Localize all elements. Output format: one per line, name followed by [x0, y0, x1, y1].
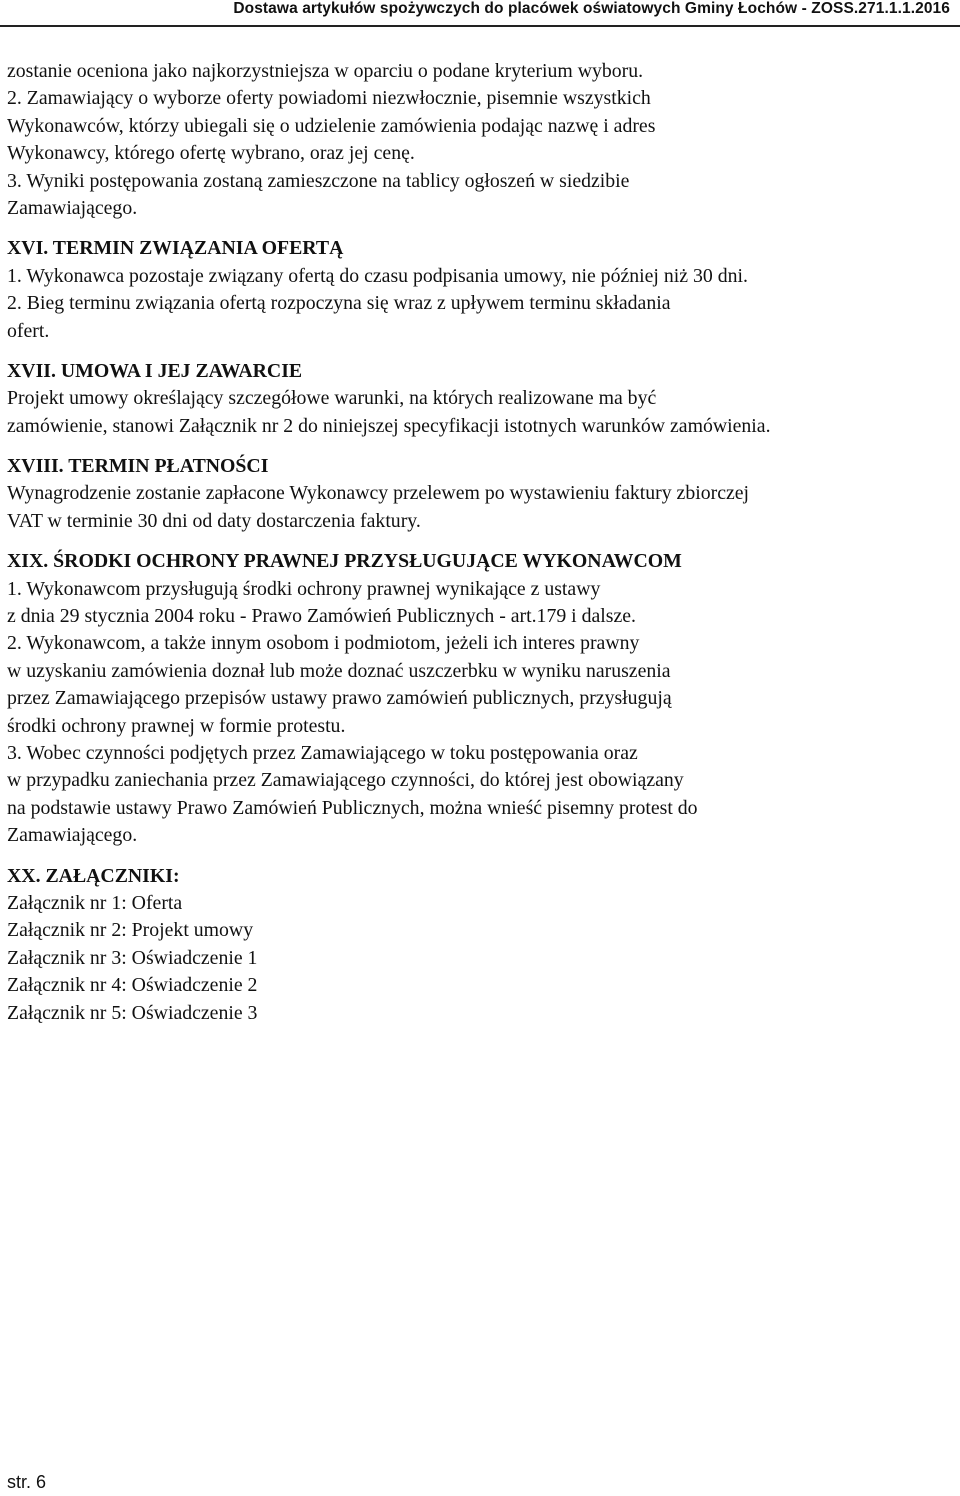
- text-line: Załącznik nr 1: Oferta: [7, 891, 183, 914]
- text-line: Załącznik nr 5: Oświadczenie 3: [7, 1001, 258, 1024]
- document-body: [7, 58, 952, 1027]
- text-line: Załącznik nr 2: Projekt umowy: [7, 919, 254, 942]
- text-line: przez Zamawiającego przepisów ustawy prawo zamówień publicznych, przysługują: [7, 687, 672, 710]
- section: [7, 235, 952, 345]
- running-header: Dostawa artykułów spożywczych do placówek oświatowych Gminy Łochów - ZOSS.271.1.1.2016: [233, 0, 950, 17]
- text-line: Wynagrodzenie zostanie zapłacone Wykonawcy przelewem po wystawieniu faktury zbiorczej: [7, 482, 750, 505]
- text-line: 2. Zamawiający o wyborze oferty powiadomi niezwłocznie, pisemnie wszystkich: [7, 87, 651, 110]
- text-line: Załącznik nr 4: Oświadczenie 2: [7, 974, 258, 997]
- section: [7, 863, 952, 1027]
- text-line: Wykonawców, którzy ubiegali się o udzielenie zamówienia podając nazwę i adres: [7, 114, 656, 137]
- text-line: 2. Bieg terminu związania ofertą rozpoczyna się wraz z upływem terminu składania: [7, 292, 671, 315]
- text-line: 1. Wykonawca pozostaje związany ofertą do czasu podpisania umowy, nie później niż 30 dni.: [7, 264, 748, 287]
- text-line: Wykonawcy, którego ofertę wybrano, oraz jej cenę.: [7, 142, 415, 165]
- header-divider: [0, 25, 960, 27]
- text-line: Projekt umowy określający szczegółowe warunki, na których realizowane ma być: [7, 387, 657, 410]
- text-line: zamówienie, stanowi Załącznik nr 2 do niniejszej specyfikacji istotnych warunków zamówienia.: [7, 414, 771, 437]
- section: [7, 358, 952, 440]
- section-heading: XIX. ŚRODKI OCHRONY PRAWNEJ PRZYSŁUGUJĄCE WYKONAWCOM: [7, 550, 682, 573]
- text-line: ofert.: [7, 319, 50, 342]
- section-heading: XVIII. TERMIN PŁATNOŚCI: [7, 455, 269, 478]
- text-line: w uzyskaniu zamówienia doznał lub może doznać uszczerbku w wyniku naruszenia: [7, 659, 671, 682]
- text-line: na podstawie ustawy Prawo Zamówień Publicznych, można wnieść pisemny protest do: [7, 796, 698, 819]
- text-line: VAT w terminie 30 dni od daty dostarczenia faktury.: [7, 509, 421, 532]
- paragraph-continuation: [7, 58, 952, 222]
- text-line: z dnia 29 stycznia 2004 roku - Prawo Zamówień Publicznych - art.179 i dalsze.: [7, 605, 636, 628]
- section-heading: XVII. UMOWA I JEJ ZAWARCIE: [7, 359, 303, 382]
- section-gap: [7, 440, 952, 453]
- section-gap: [7, 850, 952, 863]
- text-line: Zamawiającego.: [7, 824, 138, 847]
- text-line: zostanie oceniona jako najkorzystniejsza w oparciu o podane kryterium wyboru.: [7, 60, 644, 82]
- section: [7, 453, 952, 535]
- text-line: środki ochrony prawnej w formie protestu.: [7, 714, 346, 737]
- page-number: str. 6: [7, 1472, 47, 1492]
- section: [7, 548, 952, 849]
- text-line: Zamawiającego.: [7, 196, 138, 219]
- section-heading: XX. ZAŁĄCZNIKI:: [7, 864, 180, 887]
- section-gap: [7, 345, 952, 358]
- text-line: w przypadku zaniechania przez Zamawiającego czynności, do której jest obowiązany: [7, 769, 684, 792]
- section-gap: [7, 535, 952, 548]
- section-heading: XVI. TERMIN ZWIĄZANIA OFERTĄ: [7, 237, 344, 260]
- text-line: 1. Wykonawcom przysługują środki ochrony prawnej wynikające z ustawy: [7, 577, 601, 600]
- text-line: 3. Wobec czynności podjętych przez Zamawiającego w toku postępowania oraz: [7, 741, 638, 764]
- section-gap: [7, 222, 952, 235]
- text-line: 2. Wykonawcom, a także innym osobom i podmiotom, jeżeli ich interes prawny: [7, 632, 640, 655]
- text-line: Załącznik nr 3: Oświadczenie 1: [7, 946, 258, 969]
- text-line: 3. Wyniki postępowania zostaną zamieszczone na tablicy ogłoszeń w siedzibie: [7, 169, 630, 192]
